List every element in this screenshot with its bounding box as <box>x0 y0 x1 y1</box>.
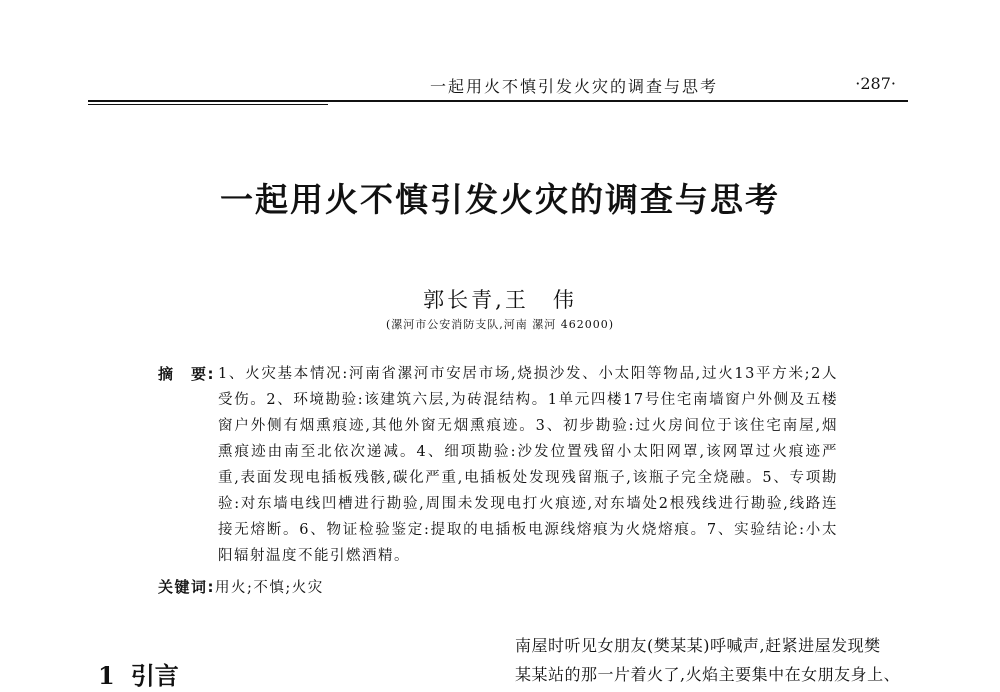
page-number: ·287· <box>855 74 896 93</box>
authors: 郭长青,王 伟 <box>423 288 577 312</box>
abstract-body: 1、火灾基本情况:河南省漯河市安居市场,烧损沙发、小太阳等物品,过火13平方米;2人受伤。2、环境勘验:该建筑六层,为砖混结构。1单元四楼17号住宅南墙窗户外侧及五楼窗户外侧有烟熏痕迹,其他外窗无烟熏痕迹。3、初步勘验:过火房间位于该住宅南屋,烟熏痕迹由南至北依次递减。4、细项勘验:沙发位置残留小太阳网罩,该网罩过火痕迹严重,表面发现电插板残骸,碳化严重,电插板处发现残留瓶子,该瓶子完全烧融。5、专项勘验:对东墙电线凹槽进行勘验,周围未发现电打火痕迹,对东墙处2根残线进行勘验,线路连接无熔断。6、物证检验鉴定:提取的电插板电源线熔痕为火烧熔痕。7、实验结论:小太阳辐射温度不能引燃酒精。 <box>218 366 838 564</box>
running-title: 一起用火不慎引发火灾的调查与思考 <box>430 77 719 96</box>
abstract-label: 摘 要: <box>158 365 215 383</box>
abstract <box>158 361 838 569</box>
section-title: 引言 <box>130 661 179 690</box>
right-column-text <box>515 631 915 689</box>
body-line: 南屋时听见女朋友(樊某某)呼喊声,赶紧进屋发现樊 <box>515 636 881 655</box>
header-rule-short <box>88 104 328 105</box>
section-heading <box>98 656 179 691</box>
keywords-label: 关键词: <box>158 578 215 596</box>
header-rule <box>88 100 908 102</box>
keywords-text: 用火;不慎;火灾 <box>215 580 324 596</box>
running-header <box>88 74 908 98</box>
article-title: 一起用火不慎引发火灾的调查与思考 <box>220 180 780 219</box>
section-number: 1 <box>98 661 115 690</box>
body-line: 某某站的那一片着火了,火焰主要集中在女朋友身上、 <box>515 665 901 684</box>
keywords <box>158 576 324 597</box>
affiliation: (漯河市公安消防支队,河南 漯河 462000) <box>385 318 615 331</box>
